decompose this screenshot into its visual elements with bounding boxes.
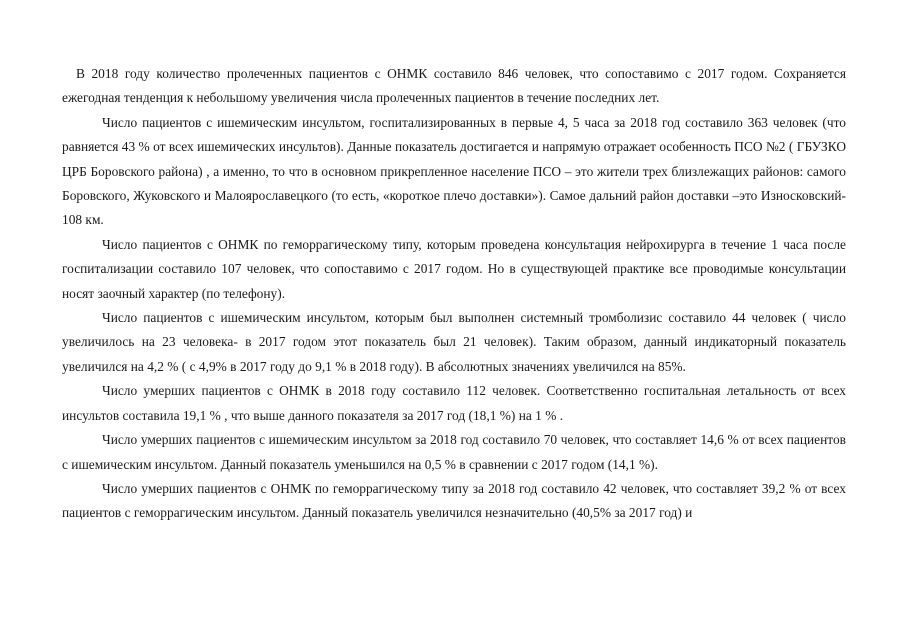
document-page bbox=[62, 62, 846, 526]
paragraph-hemorrhagic-consultation: Число пациентов с ОНМК по геморрагическому типу, которым проведена консультация нейрохирурга в течение 1 часа после госпитализации составило 107 человек, что сопоставимо с 2017 годом. Но в существующей практике все проводимые консультации носят заочный характер (по телефону). bbox=[62, 236, 846, 301]
paragraph-thrombolysis: Число пациентов с ишемическим инсультом, которым был выполнен системный тромболизис составило 44 человек ( число увеличилось на 23 человека- в 2017 годом этот показатель был 21 человек). Таким образом, данный индикаторный показатель увеличился на 4,2 % ( с 4,9% в 2017 году до 9,1 % в 2018 году). В абсолютных значениях увеличился на 85%. bbox=[62, 310, 846, 374]
paragraph-mortality-hemorrhagic: Число умерших пациентов с ОНМК по геморрагическому типу за 2018 год составило 42 человек, что составляет 39,2 % от всех пациентов с геморрагическим инсультом. Данный показатель увеличился незначительно (40,5% за 2017 год) и bbox=[62, 480, 846, 521]
paragraph-mortality-total: Число умерших пациентов с ОНМК в 2018 году составило 112 человек. Соответственно госпитальная летальность от всех инсультов составила 19,1 % , что выше данного показателя за 2017 год (18,1 %) на 1 % . bbox=[62, 383, 846, 423]
paragraph-total-patients: В 2018 году количество пролеченных пациентов с ОНМК составило 846 человек, что сопоставимо с 2017 годом. Сохраняется ежегодная тенденция к небольшому увеличения числа пролеченных пациентов в течение последних лет. bbox=[62, 66, 846, 106]
paragraph-ischemic-hospitalization: Число пациентов с ишемическим инсультом, госпитализированных в первые 4, 5 часа за 2018 год составило 363 человек (что равняется 43 % от всех ишемических инсультов). Данные показатель достигается и напрямую отражает особенность ПСО №2 ( ГБУЗКО ЦРБ Боровского района) , а именно, то что в основном прикрепленное население ПСО – это жители трех близлежащих районов: самого Боровского, Жуковского и Малоярославецкого (то есть, «короткое плечо доставки»). Самое дальний район доставки –это Износковский- 108 км. bbox=[62, 114, 846, 228]
paragraph-mortality-ischemic: Число умерших пациентов с ишемическим инсультом за 2018 год составило 70 человек, что составляет 14,6 % от всех пациентов с ишемическим инсультом. Данный показатель уменьшился на 0,5 % в сравнении с 2017 годом (14,1 %). bbox=[62, 432, 846, 472]
